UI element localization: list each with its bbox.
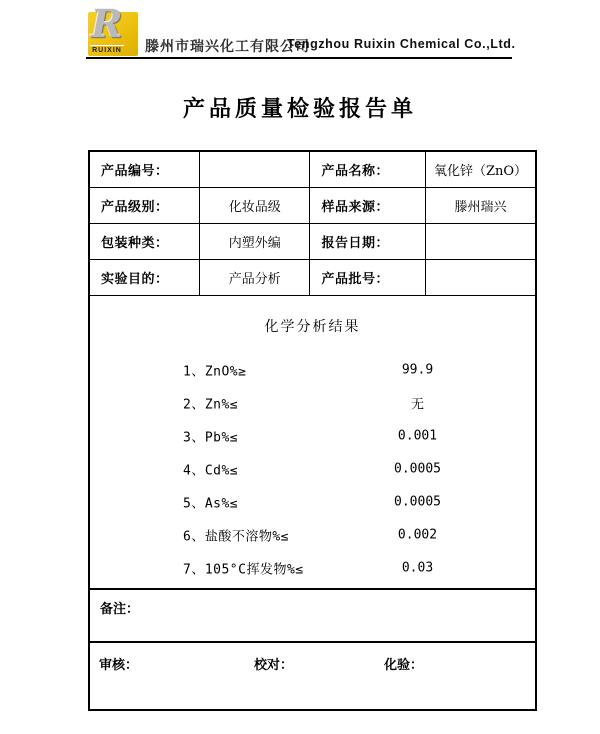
info-value-product-code [199,151,309,187]
info-label-report-date: 报告日期： [310,223,426,259]
signoff-cell [89,642,536,710]
analysis-item-value: 0.0005 [394,461,441,477]
analysis-item-value: 0.002 [397,527,438,543]
header-divider [86,57,512,59]
analysis-item-as [90,486,535,519]
table-row [89,642,536,710]
analysis-heading: 化学分析结果 [264,318,361,335]
analysis-item-label: 6、盐酸不溶物%≤ [183,529,289,545]
company-name-english: Tengzhou Ruixin Chemical Co.,Ltd. [287,37,516,51]
page-title: 产品质量检验报告单 [182,96,417,121]
signoff-assay-label: 化验： [384,658,424,673]
analysis-item-label: 2、Zn%≤ [183,397,239,413]
analysis-item-value: 99.9 [401,362,434,378]
company-name-chinese: 滕州市瑞兴化工有限公司 [145,39,310,55]
info-value-product-grade: 化妆品级 [199,187,309,223]
analysis-item-value: 0.001 [397,428,438,444]
table-row [89,187,536,223]
analysis-item-label: 1、ZnO%≥ [183,364,247,380]
analysis-item-hcl-insoluble [90,519,535,552]
info-value-package-type: 内塑外编 [199,223,309,259]
table-row [89,151,536,187]
info-value-product-name: 氧化锌（ZnO） [425,151,536,187]
analysis-item-value: 0.03 [401,560,434,576]
info-label-product-name: 产品名称： [310,151,426,187]
analysis-item-zno [90,354,535,387]
info-value-test-purpose: 产品分析 [199,259,309,295]
analysis-item-label: 3、Pb%≤ [183,430,239,446]
analysis-item-volatiles [90,552,535,585]
analysis-items [90,354,535,585]
info-label-package-type: 包装种类： [89,223,199,259]
analysis-item-label: 5、As%≤ [183,496,239,512]
report-table [88,150,537,711]
analysis-item-label: 4、Cd%≤ [183,463,239,479]
info-label-test-purpose: 实验目的： [89,259,199,295]
table-row [89,259,536,295]
remarks-cell: 备注： [89,589,536,642]
logo-ruixin-text: RUIXIN [90,45,124,54]
company-logo [88,1,138,56]
logo-r-icon: R [91,1,123,46]
info-label-sample-source: 样品来源： [310,187,426,223]
info-label-product-code: 产品编号： [89,151,199,187]
analysis-item-cd [90,453,535,486]
analysis-item-label: 7、105°C挥发物%≤ [183,562,304,578]
table-row [89,295,536,589]
table-row [89,589,536,642]
signoff-proofread-label: 校对： [254,658,294,673]
analysis-item-value: 0.0005 [394,494,441,510]
info-value-batch-number [425,259,536,295]
analysis-item-zn [90,387,535,420]
info-label-batch-number: 产品批号： [310,259,426,295]
info-value-report-date [425,223,536,259]
analysis-item-pb [90,420,535,453]
signoff-review-label: 审核： [99,658,139,673]
table-row [89,223,536,259]
analysis-section [89,295,536,589]
analysis-item-value: 无 [410,397,424,413]
info-label-product-grade: 产品级别： [89,187,199,223]
info-value-sample-source: 滕州瑞兴 [425,187,536,223]
